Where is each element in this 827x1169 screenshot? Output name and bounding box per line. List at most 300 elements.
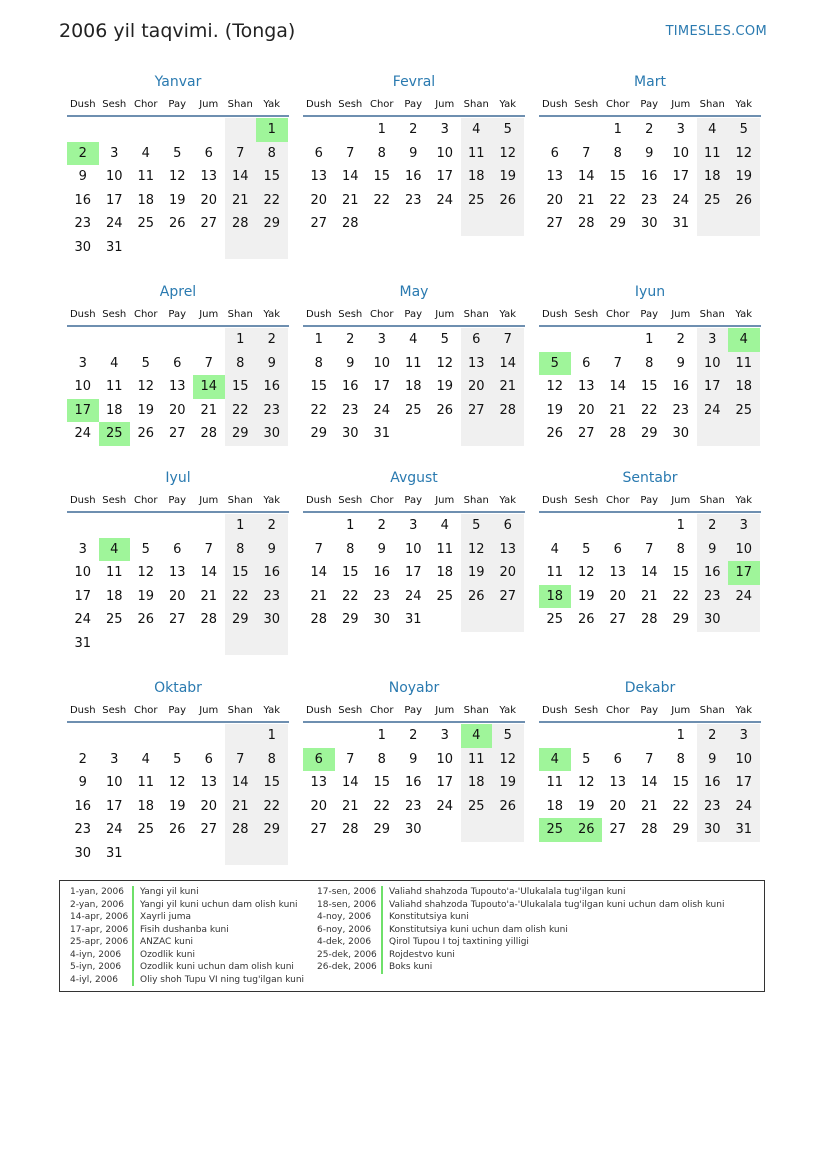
day-cell: 19 bbox=[168, 192, 186, 208]
day-cell: 30 bbox=[256, 608, 288, 632]
weekday-label: Yak bbox=[263, 705, 281, 716]
day-cell: 5 bbox=[582, 541, 591, 557]
day-cell: 7 bbox=[613, 355, 622, 371]
day-cell: 24 bbox=[373, 402, 391, 418]
weekday-label: Dush bbox=[69, 705, 96, 716]
holiday-name: ANZAC kuni bbox=[140, 937, 194, 947]
day-cell: 14 bbox=[609, 379, 627, 394]
day-cell: 10 bbox=[672, 145, 690, 161]
day-cell: 13 bbox=[609, 775, 627, 790]
day-cell: 30 bbox=[672, 426, 690, 441]
holiday-date: 14-apr, 2006 bbox=[60, 911, 134, 924]
day-cell: 22 bbox=[310, 402, 328, 418]
day-cell: 10 bbox=[436, 145, 454, 161]
weekday-header bbox=[303, 491, 525, 513]
day-cell: 21 bbox=[341, 798, 359, 814]
holiday-name: Boks kuni bbox=[389, 962, 433, 972]
holiday-name: Valiahd shahzoda Tupouto'a-'Ulukalala tug'ilgan kuni bbox=[389, 887, 626, 897]
day-cell: 7 bbox=[346, 145, 355, 161]
weekday-label: Sesh bbox=[338, 495, 363, 506]
holiday-entry bbox=[60, 886, 304, 899]
day-cell: 5 bbox=[141, 355, 150, 371]
day-cell: 13 bbox=[310, 169, 328, 184]
day-cell: 2 bbox=[78, 751, 87, 767]
day-cell: 29 bbox=[373, 822, 391, 837]
holiday-day-cell: 14 bbox=[193, 375, 225, 399]
empty-day-cell bbox=[193, 724, 225, 748]
weekday-label: Chor bbox=[369, 309, 394, 320]
empty-day-cell bbox=[193, 514, 225, 538]
day-cell: 20 bbox=[168, 402, 186, 418]
day-cell: 17 bbox=[697, 375, 729, 399]
empty-day-cell bbox=[461, 818, 493, 842]
day-cell: 13 bbox=[461, 352, 493, 376]
empty-day-cell bbox=[429, 818, 461, 842]
day-cell: 7 bbox=[225, 748, 257, 772]
days-grid bbox=[539, 724, 761, 842]
day-cell: 27 bbox=[310, 216, 328, 231]
day-cell: 22 bbox=[609, 192, 627, 208]
weekday-header bbox=[67, 305, 289, 327]
weekday-label: Shan bbox=[227, 495, 253, 506]
weekday-label: Yak bbox=[499, 99, 517, 110]
holiday-date: 18-sen, 2006 bbox=[307, 899, 383, 912]
weekday-label: Chor bbox=[133, 99, 158, 110]
day-cell: 25 bbox=[697, 189, 729, 213]
day-cell: 23 bbox=[404, 798, 422, 814]
empty-day-cell bbox=[225, 118, 257, 142]
empty-day-cell bbox=[193, 632, 225, 656]
day-cell: 20 bbox=[461, 375, 493, 399]
month-name: Yanvar bbox=[154, 74, 202, 90]
day-cell: 31 bbox=[404, 612, 422, 627]
empty-day-cell bbox=[303, 514, 335, 538]
day-cell: 5 bbox=[492, 724, 524, 748]
day-cell: 13 bbox=[546, 169, 564, 184]
empty-day-cell bbox=[398, 422, 430, 446]
month-iyun bbox=[539, 282, 761, 446]
holiday-entry bbox=[60, 924, 304, 937]
day-cell: 26 bbox=[137, 426, 155, 441]
weekday-label: Yak bbox=[499, 495, 517, 506]
holiday-date: 1-yan, 2006 bbox=[60, 886, 134, 899]
day-cell: 13 bbox=[168, 379, 186, 394]
day-cell: 23 bbox=[672, 402, 690, 418]
empty-day-cell bbox=[492, 608, 524, 632]
day-cell: 30 bbox=[74, 239, 92, 255]
day-cell: 27 bbox=[609, 612, 627, 627]
day-cell: 23 bbox=[697, 795, 729, 819]
holiday-name: Oliy shoh Tupu VI ning tug'ilgan kuni bbox=[140, 974, 305, 985]
weekday-label: Jum bbox=[671, 99, 691, 110]
day-cell: 18 bbox=[436, 565, 454, 580]
day-cell: 20 bbox=[609, 588, 627, 604]
weekday-label: Dush bbox=[541, 309, 568, 320]
day-cell: 13 bbox=[168, 565, 186, 580]
day-cell: 29 bbox=[672, 822, 690, 837]
weekday-header bbox=[303, 701, 525, 723]
day-cell: 8 bbox=[314, 355, 323, 371]
holiday-date: 5-iyn, 2006 bbox=[60, 961, 134, 974]
day-cell: 15 bbox=[341, 565, 359, 580]
empty-day-cell bbox=[492, 212, 524, 236]
weekday-label: Jum bbox=[671, 705, 691, 716]
day-cell: 28 bbox=[341, 822, 359, 837]
empty-day-cell bbox=[539, 724, 571, 748]
day-cell: 6 bbox=[492, 514, 524, 538]
holiday-date: 2-yan, 2006 bbox=[60, 899, 134, 912]
day-cell: 26 bbox=[728, 189, 760, 213]
day-cell: 13 bbox=[200, 169, 218, 184]
day-cell: 19 bbox=[492, 771, 524, 795]
holidays-column-1 bbox=[60, 886, 304, 986]
day-cell: 7 bbox=[204, 541, 213, 557]
weekday-label: Sesh bbox=[102, 309, 127, 320]
day-cell: 14 bbox=[310, 565, 328, 580]
day-cell: 30 bbox=[697, 818, 729, 842]
day-cell: 13 bbox=[577, 379, 595, 394]
month-sentabr bbox=[539, 468, 761, 632]
day-cell: 7 bbox=[204, 355, 213, 371]
day-cell: 30 bbox=[74, 845, 92, 861]
day-cell: 20 bbox=[168, 588, 186, 604]
day-cell: 9 bbox=[377, 541, 386, 557]
empty-day-cell bbox=[67, 118, 99, 142]
day-cell: 5 bbox=[582, 751, 591, 767]
day-cell: 11 bbox=[697, 142, 729, 166]
day-cell: 3 bbox=[110, 145, 119, 161]
holiday-entry bbox=[60, 961, 304, 974]
empty-day-cell bbox=[67, 328, 99, 352]
day-cell: 26 bbox=[492, 189, 524, 213]
day-cell: 14 bbox=[577, 169, 595, 184]
day-cell: 15 bbox=[373, 775, 391, 790]
day-cell: 7 bbox=[492, 328, 524, 352]
day-cell: 6 bbox=[173, 541, 182, 557]
day-cell: 5 bbox=[141, 541, 150, 557]
holiday-entry bbox=[307, 949, 724, 962]
day-cell: 15 bbox=[225, 375, 257, 399]
weekday-label: Jum bbox=[199, 495, 219, 506]
day-cell: 19 bbox=[492, 165, 524, 189]
day-cell: 14 bbox=[341, 775, 359, 790]
day-cell: 10 bbox=[697, 352, 729, 376]
weekday-label: Chor bbox=[605, 309, 630, 320]
empty-day-cell bbox=[461, 608, 493, 632]
day-cell: 20 bbox=[200, 192, 218, 208]
day-cell: 23 bbox=[256, 585, 288, 609]
day-cell: 15 bbox=[310, 379, 328, 394]
day-cell: 31 bbox=[373, 426, 391, 441]
day-cell: 28 bbox=[341, 216, 359, 231]
weekday-label: Dush bbox=[305, 309, 332, 320]
day-cell: 5 bbox=[440, 332, 449, 347]
day-cell: 4 bbox=[550, 541, 559, 557]
day-cell: 22 bbox=[225, 585, 257, 609]
holiday-date: 4-noy, 2006 bbox=[307, 911, 383, 924]
empty-day-cell bbox=[429, 212, 461, 236]
weekday-label: Sesh bbox=[574, 705, 599, 716]
weekday-label: Yak bbox=[735, 99, 753, 110]
day-cell: 25 bbox=[461, 189, 493, 213]
day-cell: 24 bbox=[436, 798, 454, 814]
day-cell: 28 bbox=[225, 818, 257, 842]
day-cell: 22 bbox=[672, 798, 690, 814]
empty-day-cell bbox=[602, 514, 634, 538]
day-cell: 11 bbox=[546, 775, 564, 790]
day-cell: 16 bbox=[74, 798, 92, 814]
holiday-day-cell: 4 bbox=[539, 748, 571, 772]
empty-day-cell bbox=[335, 724, 367, 748]
empty-day-cell bbox=[130, 328, 162, 352]
holiday-day-cell: 26 bbox=[571, 818, 603, 842]
empty-day-cell bbox=[130, 236, 162, 260]
days-grid bbox=[539, 328, 761, 446]
day-cell: 10 bbox=[404, 541, 422, 557]
weekday-header bbox=[67, 701, 289, 723]
weekday-label: Pay bbox=[168, 99, 187, 110]
day-cell: 7 bbox=[645, 541, 654, 557]
day-cell: 3 bbox=[728, 724, 760, 748]
day-cell: 15 bbox=[225, 561, 257, 585]
day-cell: 16 bbox=[672, 379, 690, 394]
holiday-name: Konstitutsiya kuni bbox=[389, 912, 469, 922]
weekday-label: Chor bbox=[369, 99, 394, 110]
day-cell: 8 bbox=[256, 748, 288, 772]
day-cell: 27 bbox=[168, 612, 186, 627]
day-cell: 3 bbox=[697, 328, 729, 352]
holiday-name: Konstitutsiya kuni uchun dam olish kuni bbox=[389, 924, 568, 935]
day-cell: 30 bbox=[640, 216, 658, 231]
month-name: Avgust bbox=[390, 470, 438, 486]
day-cell: 16 bbox=[256, 375, 288, 399]
month-dekabr bbox=[539, 678, 761, 842]
holiday-date: 17-sen, 2006 bbox=[307, 886, 383, 899]
holiday-day-cell: 25 bbox=[99, 422, 131, 446]
weekday-label: Pay bbox=[640, 99, 659, 110]
month-name: Iyul bbox=[165, 470, 191, 486]
day-cell: 19 bbox=[137, 588, 155, 604]
day-cell: 9 bbox=[409, 751, 418, 767]
empty-day-cell bbox=[571, 724, 603, 748]
empty-day-cell bbox=[162, 328, 194, 352]
empty-day-cell bbox=[429, 422, 461, 446]
day-cell: 18 bbox=[105, 402, 123, 418]
weekday-label: Jum bbox=[435, 309, 455, 320]
holidays-column-2 bbox=[307, 886, 724, 974]
day-cell: 4 bbox=[440, 518, 449, 533]
day-cell: 9 bbox=[78, 169, 87, 184]
weekday-label: Shan bbox=[699, 99, 725, 110]
weekday-label: Pay bbox=[404, 99, 423, 110]
day-cell: 27 bbox=[461, 399, 493, 423]
empty-day-cell bbox=[539, 514, 571, 538]
day-cell: 16 bbox=[697, 561, 729, 585]
day-cell: 10 bbox=[436, 751, 454, 767]
weekday-label: Chor bbox=[605, 705, 630, 716]
day-cell: 2 bbox=[409, 728, 418, 743]
day-cell: 16 bbox=[256, 561, 288, 585]
day-cell: 24 bbox=[728, 585, 760, 609]
day-cell: 3 bbox=[78, 541, 87, 557]
day-cell: 4 bbox=[141, 145, 150, 161]
day-cell: 25 bbox=[137, 216, 155, 231]
month-yanvar bbox=[67, 72, 289, 259]
days-grid bbox=[303, 514, 525, 632]
day-cell: 22 bbox=[256, 795, 288, 819]
day-cell: 8 bbox=[613, 145, 622, 161]
day-cell: 28 bbox=[640, 612, 658, 627]
day-cell: 15 bbox=[609, 169, 627, 184]
month-name: Dekabr bbox=[624, 680, 676, 696]
day-cell: 22 bbox=[672, 588, 690, 604]
day-cell: 15 bbox=[373, 169, 391, 184]
empty-day-cell bbox=[162, 514, 194, 538]
page-title: 2006 yil taqvimi. (Tonga) bbox=[59, 20, 296, 42]
day-cell: 24 bbox=[74, 612, 92, 627]
day-cell: 3 bbox=[377, 332, 386, 347]
day-cell: 1 bbox=[377, 122, 386, 137]
empty-day-cell bbox=[99, 118, 131, 142]
day-cell: 12 bbox=[137, 379, 155, 394]
weekday-header bbox=[303, 305, 525, 327]
day-cell: 12 bbox=[577, 565, 595, 580]
day-cell: 2 bbox=[256, 514, 288, 538]
day-cell: 20 bbox=[609, 798, 627, 814]
day-cell: 17 bbox=[373, 379, 391, 394]
weekday-label: Jum bbox=[199, 99, 219, 110]
empty-day-cell bbox=[571, 118, 603, 142]
weekday-label: Sesh bbox=[574, 495, 599, 506]
day-cell: 7 bbox=[582, 145, 591, 161]
empty-day-cell bbox=[492, 422, 524, 446]
day-cell: 19 bbox=[461, 561, 493, 585]
month-noyabr bbox=[303, 678, 525, 842]
day-cell: 18 bbox=[137, 192, 155, 208]
holiday-day-cell: 6 bbox=[303, 748, 335, 772]
empty-day-cell bbox=[539, 328, 571, 352]
day-cell: 14 bbox=[341, 169, 359, 184]
day-cell: 19 bbox=[577, 588, 595, 604]
day-cell: 26 bbox=[168, 822, 186, 837]
day-cell: 2 bbox=[256, 328, 288, 352]
day-cell: 5 bbox=[173, 145, 182, 161]
day-cell: 6 bbox=[613, 541, 622, 557]
day-cell: 8 bbox=[676, 541, 685, 557]
days-grid bbox=[303, 118, 525, 236]
weekday-label: Pay bbox=[404, 309, 423, 320]
weekday-header bbox=[67, 491, 289, 513]
day-cell: 14 bbox=[640, 775, 658, 790]
holiday-entry bbox=[307, 911, 724, 924]
empty-day-cell bbox=[634, 724, 666, 748]
day-cell: 11 bbox=[137, 169, 155, 184]
empty-day-cell bbox=[162, 118, 194, 142]
day-cell: 11 bbox=[404, 355, 422, 371]
weekday-label: Shan bbox=[227, 99, 253, 110]
weekday-label: Pay bbox=[640, 309, 659, 320]
weekday-label: Jum bbox=[671, 309, 691, 320]
day-cell: 23 bbox=[74, 822, 92, 837]
empty-day-cell bbox=[256, 632, 288, 656]
empty-day-cell bbox=[162, 632, 194, 656]
day-cell: 8 bbox=[256, 142, 288, 166]
day-cell: 24 bbox=[105, 216, 123, 231]
month-name: May bbox=[399, 284, 429, 300]
day-cell: 23 bbox=[640, 192, 658, 208]
day-cell: 26 bbox=[546, 426, 564, 441]
day-cell: 27 bbox=[546, 216, 564, 231]
day-cell: 29 bbox=[310, 426, 328, 441]
holiday-day-cell: 25 bbox=[539, 818, 571, 842]
weekday-header bbox=[67, 95, 289, 117]
day-cell: 1 bbox=[314, 332, 323, 347]
day-cell: 21 bbox=[200, 402, 218, 418]
holiday-name: Yangi yil kuni bbox=[140, 887, 199, 897]
site-link[interactable]: TIMESLES.COM bbox=[665, 24, 767, 39]
day-cell: 12 bbox=[728, 142, 760, 166]
day-cell: 5 bbox=[461, 514, 493, 538]
day-cell: 31 bbox=[728, 818, 760, 842]
day-cell: 18 bbox=[728, 375, 760, 399]
day-cell: 6 bbox=[204, 751, 213, 767]
holiday-entry bbox=[307, 899, 724, 912]
day-cell: 16 bbox=[640, 169, 658, 184]
day-cell: 1 bbox=[346, 518, 355, 533]
day-cell: 7 bbox=[645, 751, 654, 767]
weekday-label: Shan bbox=[463, 99, 489, 110]
days-grid bbox=[67, 724, 289, 865]
holiday-name: Ozodlik kuni uchun dam olish kuni bbox=[140, 962, 294, 972]
day-cell: 9 bbox=[697, 538, 729, 562]
day-cell: 31 bbox=[105, 239, 123, 255]
empty-day-cell bbox=[130, 118, 162, 142]
day-cell: 28 bbox=[200, 426, 218, 441]
day-cell: 2 bbox=[645, 122, 654, 137]
day-cell: 8 bbox=[225, 352, 257, 376]
day-cell: 29 bbox=[256, 818, 288, 842]
holiday-entry bbox=[60, 974, 304, 987]
empty-day-cell bbox=[398, 212, 430, 236]
day-cell: 15 bbox=[256, 165, 288, 189]
holiday-name: Yangi yil kuni uchun dam olish kuni bbox=[140, 899, 298, 910]
day-cell: 13 bbox=[310, 775, 328, 790]
weekday-label: Sesh bbox=[338, 99, 363, 110]
empty-day-cell bbox=[634, 514, 666, 538]
day-cell: 29 bbox=[225, 422, 257, 446]
weekday-label: Shan bbox=[463, 309, 489, 320]
day-cell: 12 bbox=[577, 775, 595, 790]
day-cell: 9 bbox=[697, 748, 729, 772]
holiday-name: Ozodlik kuni bbox=[140, 949, 195, 960]
day-cell: 22 bbox=[373, 798, 391, 814]
day-cell: 15 bbox=[672, 565, 690, 580]
day-cell: 10 bbox=[105, 169, 123, 184]
day-cell: 28 bbox=[200, 612, 218, 627]
month-name: Oktabr bbox=[154, 680, 202, 696]
day-cell: 29 bbox=[256, 212, 288, 236]
day-cell: 22 bbox=[373, 192, 391, 208]
day-cell: 20 bbox=[200, 798, 218, 814]
day-cell: 2 bbox=[697, 514, 729, 538]
weekday-label: Chor bbox=[133, 495, 158, 506]
day-cell: 18 bbox=[461, 771, 493, 795]
empty-day-cell bbox=[67, 514, 99, 538]
holiday-name: Qirol Tupou I toj taxtining yilligi bbox=[389, 937, 529, 947]
weekday-label: Dush bbox=[69, 495, 96, 506]
day-cell: 21 bbox=[225, 189, 257, 213]
day-cell: 11 bbox=[105, 379, 123, 394]
